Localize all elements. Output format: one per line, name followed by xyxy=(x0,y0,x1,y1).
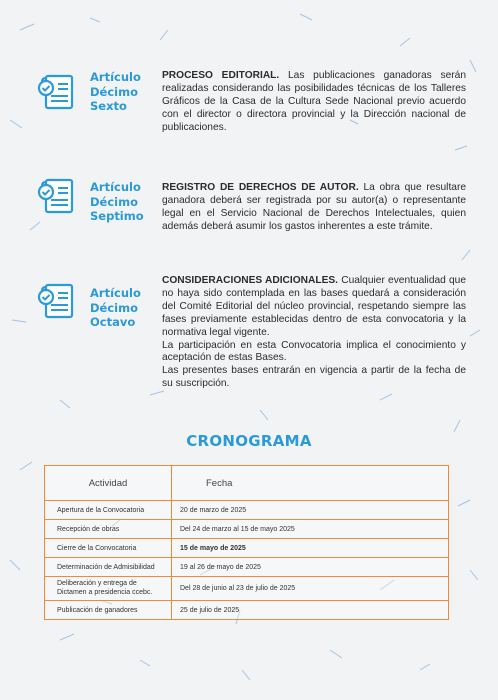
article-heading: REGISTRO DE DERECHOS DE AUTOR. xyxy=(162,182,359,193)
table-row xyxy=(45,577,449,601)
article-body: CONSIDERACIONES ADICIONALES. Cualquier eventualidad que no haya sido contemplada en las bases quedará a consideración del Comité Editorial del núcleo provincial, respetando siempre las fases previamente establecidas dentro de esta convocatoria y la normativa legal vigente. La participación en esta Convocatoria implica el conocimiento y aceptación de estas Bases. Las presentes bases entrarán en vigencia a partir de la fecha de su suscripción. xyxy=(162,275,467,390)
article-body: PROCESO EDITORIAL. Las publicaciones ganadoras serán realizadas considerando las posibilidades técnicas de los Talleres Gráficos de la Casa de la Cultura Sede Nacional previo acuerdo con el director o directora provincial y la Dirección nacional de publicaciones. xyxy=(162,70,466,133)
article-heading: PROCESO EDITORIAL. xyxy=(162,70,280,81)
actividad-cell: Apertura de la Convocatoria xyxy=(45,501,172,520)
cronograma-title: CRONOGRAMA xyxy=(186,432,312,450)
table-row xyxy=(45,601,449,620)
article-title: Artículo Décimo Octavo xyxy=(90,286,141,329)
actividad-cell: Publicación de ganadores xyxy=(45,601,172,620)
table-row xyxy=(45,558,449,577)
actividad-cell: Deliberación y entrega de Dictamen a presidencia ccebc. xyxy=(45,577,172,601)
table-row xyxy=(45,520,449,539)
article-paragraph: La participación en esta Convocatoria implica el conocimiento y aceptación de estas Bases. xyxy=(162,339,466,364)
fecha-cell: 19 al 26 de mayo de 2025 xyxy=(172,558,449,577)
table-row xyxy=(45,539,449,558)
actividad-cell: Determinación de Admisibilidad xyxy=(45,558,172,577)
article-paragraph: Las presentes bases entrarán en vigencia a partir de la fecha de su suscripción. xyxy=(162,365,466,390)
table-header-row xyxy=(45,466,449,501)
cronograma-table xyxy=(44,465,449,620)
table-row xyxy=(45,501,449,520)
article-title: Artículo Décimo Sexto xyxy=(90,70,141,113)
column-header-fecha: Fecha xyxy=(172,466,449,501)
article-title: Artículo Décimo Septimo xyxy=(90,180,144,223)
article-heading: CONSIDERACIONES ADICIONALES. xyxy=(162,275,339,286)
column-header-actividad: Actividad xyxy=(45,466,172,501)
fecha-cell: 25 de julio de 2025 xyxy=(172,601,449,620)
fecha-cell: 15 de mayo de 2025 xyxy=(172,539,449,558)
article-body: REGISTRO DE DERECHOS DE AUTOR. La obra que resultare ganadora deberá ser registrada por su autor(a) o representante legal en el Servicio Nacional de Derechos Intelectuales, quien además deberá asumir los gastos inherentes a este trámite. xyxy=(162,182,466,232)
document-check-icon xyxy=(36,70,80,114)
document-check-icon xyxy=(36,174,80,218)
actividad-cell: Recepción de obras xyxy=(45,520,172,539)
fecha-cell: Del 28 de junio al 23 de julio de 2025 xyxy=(172,577,449,601)
fecha-cell: 20 de marzo de 2025 xyxy=(172,501,449,520)
actividad-cell: Cierre de la Convocatoria xyxy=(45,539,172,558)
document-check-icon xyxy=(36,279,80,323)
fecha-cell: Del 24 de marzo al 15 de mayo 2025 xyxy=(172,520,449,539)
